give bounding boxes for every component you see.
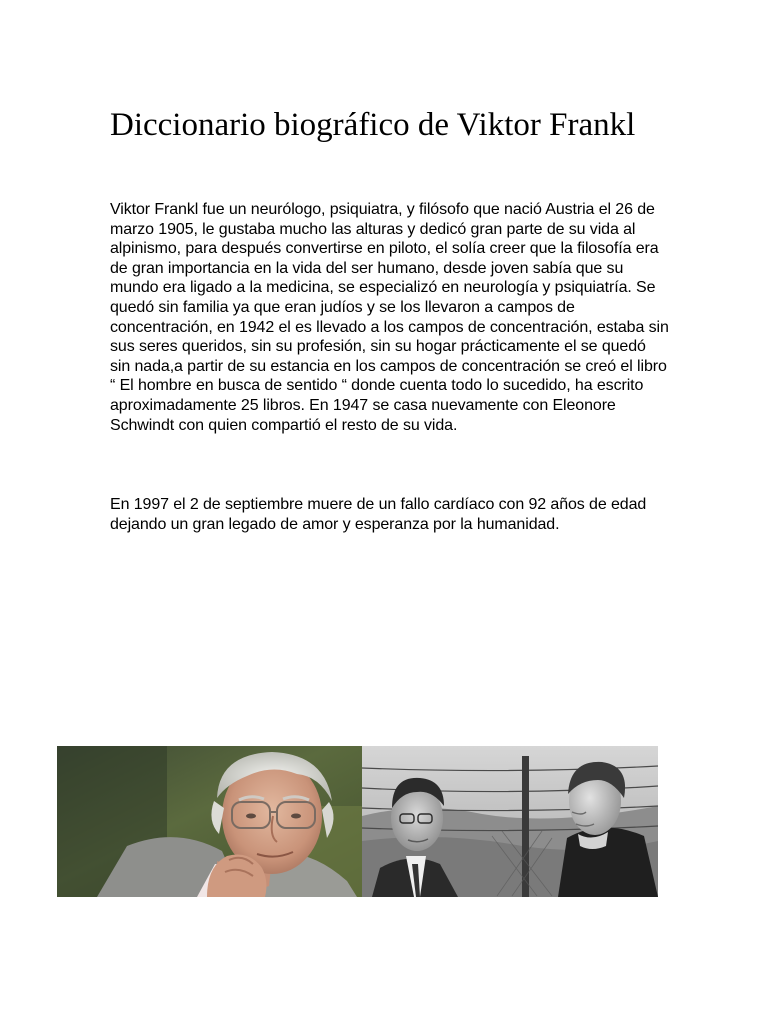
two-men-barbed-wire-photo [362, 746, 658, 897]
photo-strip [57, 746, 658, 897]
paragraph-death: En 1997 el 2 de septiembre muere de un fallo cardíaco con 92 años de edad dejando un gran legado de amor y esperanza por la humanidad. [110, 496, 647, 533]
paragraph-biography: Viktor Frankl fue un neurólogo, psiquiatra, y filósofo que nació Austria el 26 de marzo 1905, le gustaba mucho las alturas y dedicó gran parte de su vida al alpinismo, para después convertirse en piloto, el solía creer que la filosofía era de gran importancia en la vida del ser humano, desde joven sabía que su mundo era ligado a la medicina, se especializó en neurología y psiquiatría. Se quedó sin familia ya que eran judíos y se los llevaron a campos de concentración, en 1942 el es llevado a los campos de concentración, estaba sin sus seres queridos, sin su profesión, sin su hogar prácticamente el se quedó sin nada,a partir de su estancia en los campos de concentración se creó el libro “ El hombre en busca de sentido “ donde cuenta todo lo sucedido, ha escrito aproximadamente 25 libros. En 1947 se casa nuevamente con Eleonore Schwindt con quien compartió el resto de su vida. [110, 201, 669, 434]
document-title: Diccionario biográfico de Viktor Frankl [110, 107, 636, 143]
portrait-elderly-man-glasses-photo [57, 746, 362, 897]
